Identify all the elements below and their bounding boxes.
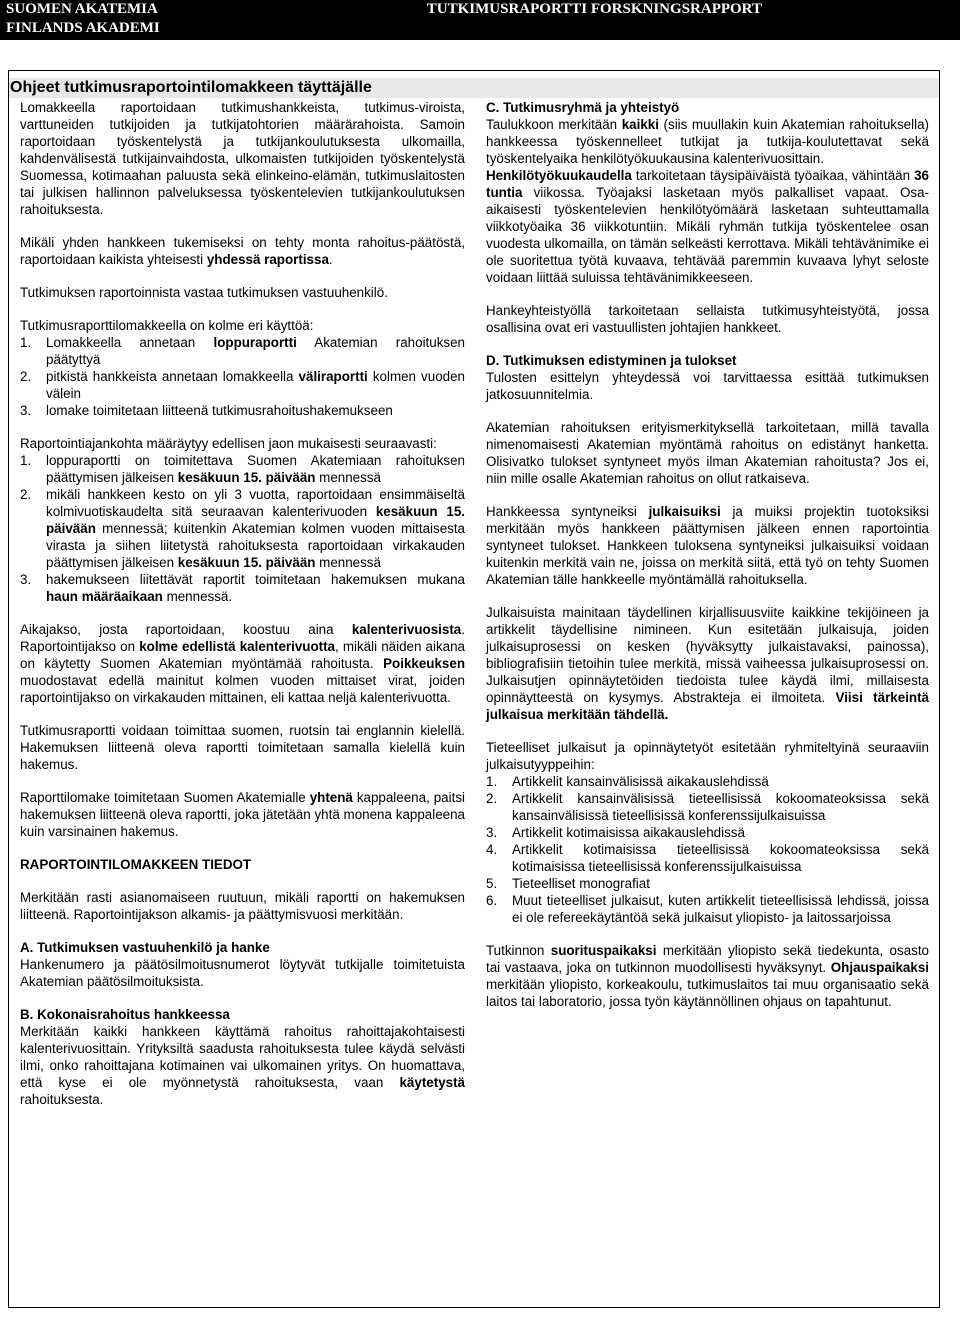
publication-types-intro: Tieteelliset julkaisut ja opinnäytetyöt esitetään ryhmiteltyinä seuraaviin julkaisutyyppeihin: <box>486 740 929 772</box>
org-name-finnish: SUOMEN AKATEMIA <box>6 1 158 17</box>
section-b-text: Merkitään kaikki hankkeen käyttämä rahoitus rahoittajakohtaisesti kalenterivuosittain. Yrityksiltä saadusta rahoituksesta tulee käydä selvästi ilmi, onko rahoittajana kotimainen vai ulkomainen yritys. On huomattava, että kyse ei ole myönnetystä rahoituksesta, vaan käytetystä rahoituksesta. <box>20 1024 465 1107</box>
list-item: 2. Artikkelit kansainvälisissä tieteellisissä kokoomateoksissa sekä kansainvälisissä tieteellisissä konferenssijulkaisuissa <box>486 791 929 823</box>
section-a-text: Hankenumero ja päätösilmoitusnumerot löytyvät tutkijalle toimitetuista Akatemian päätösilmoituksista. <box>20 957 465 989</box>
timing-intro: Raportointiajankohta määräytyy edellisen jaon mukaisesti seuraavasti: <box>20 436 437 451</box>
section-d-text-4: Julkaisuista mainitaan täydellinen kirjallisuusviite kaikkine tekijöineen ja artikkelit täydellisine nimineen. Kun esitetään julkaisuja, joiden julkaisuprosessi on kesken (hyväksytty julkaistavaksi, painossa), bibliografisiin tietoihin tulee merkitä, missä vaiheessa julkaisuprosessi on. Julkaisutjen opinnäytetöiden tiedoista tulee käydä ilmi, millaisesta opinnäytteestä on kysymys. Abstrakteja ei ilmoiteta. Viisi tärkeintä julkaisua merkitään tähdellä. <box>486 605 929 722</box>
organization-name <box>6 0 160 38</box>
list-item: 6. Muut tieteelliset julkaisut, kuten artikkelit tieteellisissä lehdissä, joissa ei ole refereekäytäntöä sekä julkaisut yliopisto- ja laitossarjoissa <box>486 893 929 925</box>
form-info-paragraph: Merkitään rasti asianomaiseen ruutuun, mikäli raportti on hakemuksen liitteenä. Raportointijakson alkamis- ja päättymisvuosi merkitään. <box>20 890 465 922</box>
section-c-text-1: Taulukkoon merkitään kaikki (siis muullakin kuin Akatemian rahoituksella) hankkeessa työskennelleet tutkijat ja tutkija-koulutettavat sekä työskentelyaika henkilötyökuukausina kalenterivuosittain. <box>486 117 929 166</box>
section-a-heading: A. Tutkimuksen vastuuhenkilö ja hanke <box>20 940 270 955</box>
list-item: 3. Artikkelit kotimaisissa aikakauslehdissä <box>486 825 745 840</box>
section-d-text-2: Akatemian rahoituksen erityismerkityksellä tarkoitetaan, millä tavalla nimenomaisesti Akatemian myöntämä rahoitus on edistänyt hanketta. Olisivatko tulokset syntyneet myös ilman Akatemian rahoitusta? Jos ei, niin mille osalle Akatemian rahoitus on ollut ratkaiseva. <box>486 420 929 486</box>
list-item: 1. Lomakkeella annetaan loppuraportti Akatemian rahoituksen päätyttyä <box>20 335 465 367</box>
timing-list <box>20 452 465 605</box>
language-paragraph: Tutkimusraportti voidaan toimittaa suomen, ruotsin tai englannin kielellä. Hakemuksen liitteenä oleva raportti toimitetaan samalla kielellä kuin hakemus. <box>20 723 465 772</box>
org-name-swedish: FINLANDS AKADEMI <box>6 20 160 36</box>
page-header-bar <box>0 0 960 40</box>
degree-place-paragraph: Tutkinnon suorituspaikaksi merkitään yliopisto sekä tiedekunta, osasto tai vastaava, joka on tutkinnon muodollisesti hyväksynyt. Ohjauspaikaksi merkitään yliopisto, korkeakoulu, tutkimuslaitos tai muu organisaatio sekä laitos tai laboratorio, jossa työn käytännöllinen ohjaus on tapahtunut. <box>486 943 930 1009</box>
list-item: 3. hakemukseen liitettävät raportit toimitetaan hakemuksen mukana haun määräaikaan mennessä. <box>20 572 465 604</box>
publication-types-list <box>486 773 929 926</box>
copies-paragraph: Raporttilomake toimitetaan Suomen Akatemialle yhtenä kappaleena, paitsi hakemuksen liitteenä oleva raportti, joka jätetään yhtä monena kappaleena kuin varsinainen hakemus. <box>20 790 465 839</box>
right-column <box>486 99 929 1026</box>
joint-report-paragraph: Mikäli yhden hankkeen tukemiseksi on tehty monta rahoitus-päätöstä, raportoidaan kaikista yhteisesti yhdessä raportissa. <box>20 235 465 267</box>
intro-paragraph: Lomakkeella raportoidaan tutkimushankkeista, tutkimus-viroista, varttuneiden tutkijoiden ja tutkijatohtorien määrärahoista. Samoin raportoidaan työskentelystä ja tutkijankoulutuksesta ulkomailla, kahdenvälisestä tutkijainvaihdosta, ulkomaisten tutkijoiden työskentelystä Suomessa, kotimaahan paluusta sekä elinkeino-elämän, tutkimuslaitosten tai julkisen hallinnon palveluksessa työskentelevien tutkijankoulutuksen rahoituksesta. <box>20 100 465 217</box>
section-d-text-3: Hankkeessa syntyneiksi julkaisuiksi ja muiksi projektin tuotoksiksi merkitään myös hankkeen päättymisen jälkeen ennen raportointia syntyneet tulokset. Hankkeen tuloksena syntyneiksi julkaisuiksi voidaan kuitenkin merkitä vain ne, joissa on merkitä siitä, että työ on tehty Suomen Akatemian tälle hankkeelle myöntämällä rahoituksella. <box>486 504 930 587</box>
responsibility-paragraph: Tutkimuksen raportoinnista vastaa tutkimuksen vastuuhenkilö. <box>20 285 388 300</box>
section-d-text-1: Tulosten esittelyn yhteydessä voi tarvittaessa esittää tutkimuksen jatkosuunnitelmia. <box>486 370 929 402</box>
report-title: TUTKIMUSRAPORTTI FORSKNINGSRAPPORT <box>426 1 762 17</box>
list-item: 2. mikäli hankkeen kesto on yli 3 vuotta, raportoidaan ensimmäiseltä kolmivuotiskaudelta sitä seuraavan kalenterivuoden kesäkuun 15. päivään mennessä; kuitenkin Akatemian kolmen vuoden mittaisesta virasta ja siihen liitetystä rahoituksesta raportoidaan virkakauden päättymisen jälkeisen kesäkuun 15. päivään mennessä <box>20 487 465 570</box>
list-item: 3. lomake toimitetaan liitteenä tutkimusrahoitushakemukseen <box>20 403 393 418</box>
list-item: 1. Artikkelit kansainvälisissä aikakauslehdissä <box>486 774 769 789</box>
list-item: 2. pitkistä hankkeista annetaan lomakkeella väliraportti kolmen vuoden välein <box>20 369 465 401</box>
list-item: 1. loppuraportti on toimitettava Suomen Akatemiaan rahoituksen päättymisen jälkeisen kesäkuun 15. päivään mennessä <box>20 453 465 485</box>
section-b-heading: B. Kokonaisrahoitus hankkeessa <box>20 1007 230 1022</box>
instructions-title: Ohjeet tutkimusraportointilomakkeen täyttäjälle <box>10 79 372 96</box>
left-column <box>20 99 465 1124</box>
section-c-heading: C. Tutkimusryhmä ja yhteistyö <box>486 100 680 115</box>
list-item: 4. Artikkelit kotimaisissa tieteellisissä kokoomateoksissa sekä kotimaisissa tieteellisissä konferenssijulkaisuissa <box>486 842 929 874</box>
uses-intro: Tutkimusraporttilomakkeella on kolme eri käyttöä: <box>20 318 314 333</box>
reporting-period-paragraph: Aikajakso, josta raportoidaan, koostuu aina kalenterivuosista. Raportointijakso on kolme edellistä kalenterivuotta, mikäli näiden aikana on käytetty Suomen Akatemian myöntämää rahoitusta. Poikkeuksen muodostavat edellä mainitut kolmen vuoden mittaiset virat, joiden raportointijakso on virkakauden mittainen, eli kattaa neljä kalenterivuotta. <box>20 622 466 705</box>
form-info-heading: RAPORTOINTILOMAKKEEN TIEDOT <box>20 857 252 872</box>
section-c-text-2: Henkilötyökuukaudella tarkoitetaan täysipäiväistä työaikaa, vähintään 36 tuntia viikossa. Työajaksi lasketaan myös palkalliset vapaat. Osa-aikaisesti työskentelevien henkilötyömäärä lasketaan suhteuttamalla viikkotyöaika 36 viikkotuntiin. Mikäli ryhmän tutkija työskentelee osan vuodesta ulkomailla, on tämän selkeästi kerrottava. Mikäli tehtävänimike ei ole suoritettua työtä kuvaava, tehtävää paremmin kuvaava lyhyt seloste voidaan liittää suluissa tehtävänimikkeeseen. <box>486 168 929 285</box>
section-c-text-3: Hankeyhteistyöllä tarkoitetaan sellaista tutkimusyhteistyötä, jossa osallisina ovat eri vastuullisten johtajien hankkeet. <box>486 303 929 335</box>
uses-list <box>20 334 465 419</box>
section-d-heading: D. Tutkimuksen edistyminen ja tulokset <box>486 353 737 368</box>
list-item: 5. Tieteelliset monografiat <box>486 876 650 891</box>
